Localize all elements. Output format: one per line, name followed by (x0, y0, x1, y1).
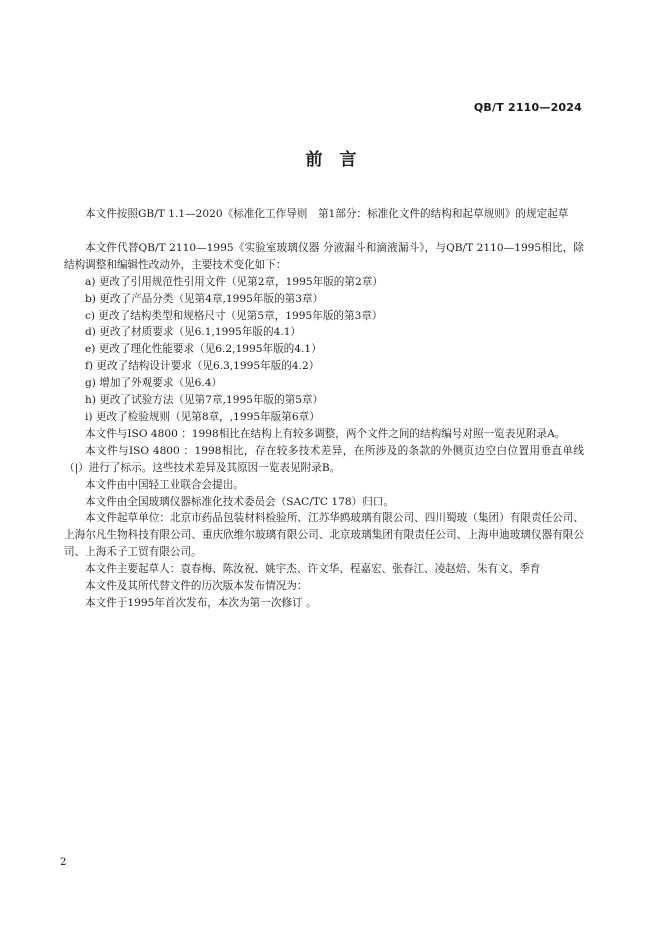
change-item: f) 更改了结构设计要求（见6.3,1995年版的4.2） (85, 360, 320, 373)
iso-technical-diff-paragraph: 本文件与ISO 4800 ：1998相比，存在较多技术差异，在所涉及的条款的外侧页边空白位置用垂直单线（|）进行了标示。这些技术差异及其原因一览表见附录B。 (64, 444, 584, 474)
first-release-paragraph: 本文件于1995年首次发布，本次为第一次修订 。 (85, 596, 317, 609)
change-item: g) 增加了外观要求（见6.4） (85, 377, 223, 390)
page-title: 前 言 (305, 150, 357, 170)
standard-code: QB/T 2110—2024 (473, 101, 582, 114)
iso-structure-paragraph: 本文件与ISO 4800 ：1998相比在结构上有较多调整，两个文件之间的结构编号对照一览表见附录A。 (85, 427, 566, 440)
page-number: 2 (60, 857, 67, 868)
change-item: d) 更改了材质要求（见6.1,1995年版的4.1） (85, 326, 302, 339)
drafting-units-paragraph: 本文件起草单位：北京市药品包装材料检验所、江苏华鸥玻璃有限公司、四川蜀玻（集团）有限责任公司、上海尔凡生物科技有限公司、重庆欣维尔玻璃有限公司、北京玻璃集团有限责任公司、上海申迪玻璃仪器有限公司、上海禾子工贸有限公司。 (64, 512, 584, 559)
replacement-paragraph: 本文件代替QB/T 2110—1995《实验室玻璃仪器 分液漏斗和滴液漏斗》，与QB/T 2110—1995相比，除结构调整和编辑性改动外，主要技术变化如下： (64, 241, 584, 271)
change-item: i) 更改了检验规则（见第8章，,1995年版第6章） (85, 410, 320, 423)
drafters-paragraph: 本文件主要起草人：袁春梅、陈汝祝、姚宇杰、许文华、程嘉宏、张春江、凌赵焙、朱有文、季育 (85, 563, 541, 576)
change-item: a) 更改了引用规范性引用文件（见第2章，1995年版的第2章） (85, 275, 383, 288)
change-item: e) 更改了理化性能要求（见6.2,1995年版的4.1） (85, 343, 322, 356)
change-item: h) 更改了试验方法（见第7章,1995年版的第5章） (85, 394, 324, 407)
document-body (64, 206, 584, 612)
committee-paragraph: 本文件由全国玻璃仪器标准化技术委员会（SAC/TC 178）归口。 (85, 495, 394, 508)
history-paragraph: 本文件及其所代替文件的历次版本发布情况为： (85, 580, 308, 593)
proposer-paragraph: 本文件由中国轻工业联合会提出。 (85, 478, 244, 491)
change-item: c) 更改了结构类型和规格尺寸（见第5章，1995年版的第3章） (85, 309, 383, 322)
drafting-rule-paragraph: 本文件按照GB/T 1.1—2020《标准化工作导则 第1部分：标准化文件的结构和起草规则》的规定起草 (85, 208, 569, 220)
change-item: b) 更改了产品分类（见第4章,1995年版的第3章） (85, 292, 324, 305)
